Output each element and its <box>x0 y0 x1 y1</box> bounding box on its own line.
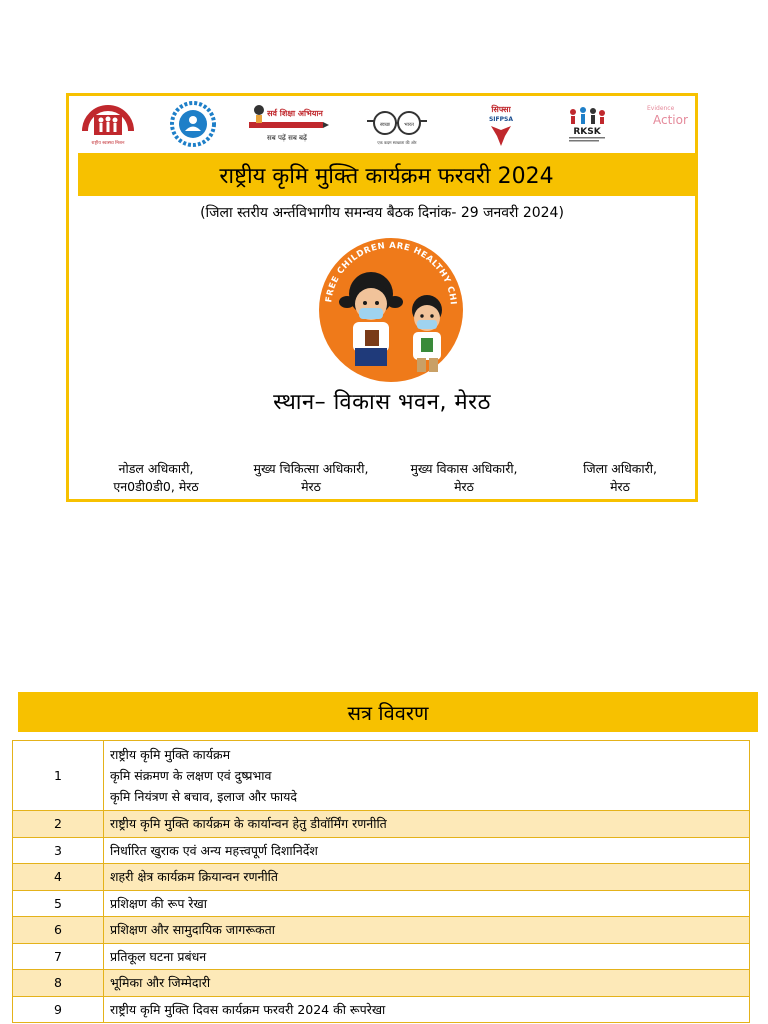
logo-strip <box>75 98 695 150</box>
rksk-logo <box>563 102 611 146</box>
session-number: 7 <box>13 943 104 970</box>
program-title-bar <box>78 153 695 196</box>
officer-cdo <box>379 460 549 496</box>
swachh-right-text: भारत <box>404 122 414 128</box>
table-row <box>13 996 750 1023</box>
session-number: 1 <box>13 741 104 811</box>
session-number: 5 <box>13 890 104 917</box>
session-topic: राष्ट्रीय कृमि मुक्ति दिवस कार्यक्रम फरवरी 2024 की रूपरेखा <box>104 996 750 1023</box>
swachh-bharat-logo <box>365 102 429 146</box>
table-row <box>13 890 750 917</box>
table-row <box>13 811 750 838</box>
session-number: 8 <box>13 970 104 997</box>
sessions-title-bar <box>18 692 758 732</box>
officer-cmo <box>226 460 396 496</box>
evidence-action-logo <box>645 102 695 146</box>
nhm-sub-text: राष्ट्रीय स्वास्थ्य मिशन <box>91 141 125 146</box>
table-row <box>13 943 750 970</box>
sessions-table <box>12 740 750 1023</box>
nhm-logo <box>75 102 141 146</box>
officer-place: एन0डी0डी0, मेरठ <box>113 479 199 494</box>
sifpsa-text: SIFPSA <box>488 116 514 123</box>
session-number: 6 <box>13 917 104 944</box>
session-topic: राष्ट्रीय कृमि मुक्ति कार्यक्रम के कार्यान्वन हेतु डीवॉर्मिंग रणनीति <box>104 811 750 838</box>
swachh-left-text: स्वच्छ <box>379 122 391 128</box>
officer-title: मुख्य चिकित्सा अधिकारी, <box>253 461 369 476</box>
sessions-title: सत्र विवरण <box>347 700 429 725</box>
ssa-logo <box>245 102 329 146</box>
cover-slide <box>66 93 698 502</box>
session-topic: शहरी क्षेत्र कार्यक्रम क्रियान्वन रणनीति <box>104 864 750 891</box>
emblem-logo <box>165 102 221 146</box>
table-row <box>13 741 750 811</box>
officer-title: नोडल अधिकारी, <box>118 461 194 476</box>
table-row <box>13 970 750 997</box>
action-text: Actior <box>653 113 688 127</box>
officer-title: मुख्य विकास अधिकारी, <box>410 461 518 476</box>
venue-location: स्थान– विकास भवन, मेरठ <box>273 390 491 415</box>
session-topic: प्रशिक्षण और सामुदायिक जागरूकता <box>104 917 750 944</box>
session-number: 4 <box>13 864 104 891</box>
session-topic: भूमिका और जिम्मेदारी <box>104 970 750 997</box>
session-number: 3 <box>13 837 104 864</box>
officer-place: मेरठ <box>610 479 630 494</box>
officer-dm <box>535 460 705 496</box>
ssa-sub: सब पढ़ें सब बढ़ें <box>267 134 307 142</box>
meeting-subtitle: (जिला स्तरीय अर्न्तविभागीय समन्वय बैठक दिनांक- 29 जनवरी 2024) <box>200 205 564 221</box>
evidence-text: Evidence <box>647 105 675 112</box>
session-topic: प्रशिक्षण की रूप रेखा <box>104 890 750 917</box>
sifpsa-hindi-text: सिफ्सा <box>491 105 511 114</box>
ssa-title: सर्व शिक्षा अभियान <box>267 109 323 118</box>
session-topic-line: कृमि नियंत्रण से बचाव, इलाज और फायदे <box>110 789 297 804</box>
officer-place: मेरठ <box>301 479 321 494</box>
badge-arc-text: FREE CHILDREN ARE HEALTHY CHI <box>324 240 458 306</box>
table-row <box>13 864 750 891</box>
program-title: राष्ट्रीय कृमि मुक्ति कार्यक्रम फरवरी 2024 <box>219 163 554 189</box>
session-topic <box>104 741 750 811</box>
table-row <box>13 837 750 864</box>
session-topic-line: राष्ट्रीय कृमि मुक्ति कार्यक्रम <box>110 747 231 762</box>
session-topic: निर्धारित खुराक एवं अन्य महत्त्वपूर्ण दिशानिर्देश <box>104 837 750 864</box>
session-topic-line: कृमि संक्रमण के लक्षण एवं दुष्प्रभाव <box>110 768 272 783</box>
swachh-sub-text: एक कदम स्वच्छता की ओर <box>377 140 417 145</box>
officer-nodal <box>71 460 241 496</box>
rksk-text: RKSK <box>573 127 601 137</box>
officer-title: जिला अधिकारी, <box>583 461 657 476</box>
officer-place: मेरठ <box>454 479 474 494</box>
table-row <box>13 917 750 944</box>
sifpsa-logo <box>481 102 521 146</box>
session-number: 2 <box>13 811 104 838</box>
session-number: 9 <box>13 996 104 1023</box>
session-topic: प्रतिकूल घटना प्रबंधन <box>104 943 750 970</box>
worm-free-badge <box>309 226 473 384</box>
